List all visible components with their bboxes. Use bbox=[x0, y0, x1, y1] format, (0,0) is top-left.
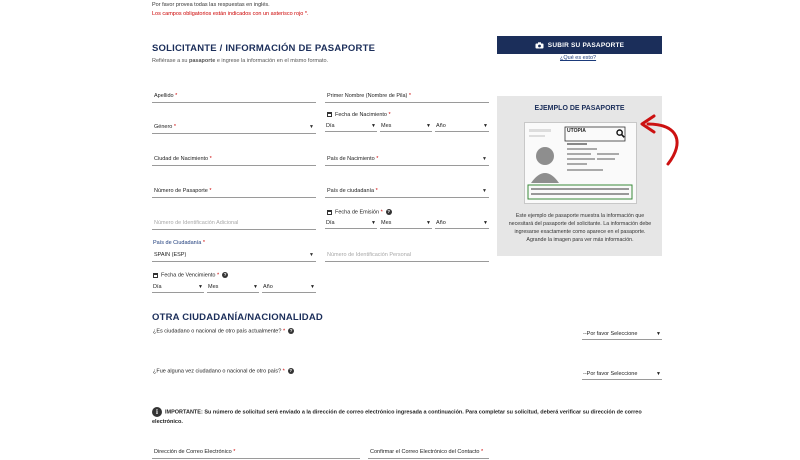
important-text: Su número de solicitud será enviado a la dirección de correo electrónico ingresada a continuación. Para completar su solicitud, deberá verificar su dirección de correo electrónico. bbox=[152, 409, 642, 426]
calendar-icon bbox=[153, 273, 158, 278]
email-field[interactable] bbox=[152, 444, 360, 459]
personal-id-field[interactable] bbox=[325, 247, 489, 262]
passport-example-title: EJEMPLO DE PASAPORTE bbox=[534, 105, 625, 112]
issue-year-select[interactable] bbox=[435, 218, 489, 229]
chevron-down-icon: ▼ bbox=[426, 123, 431, 129]
month-label: Mes bbox=[381, 123, 392, 129]
applicant-section-title: SOLICITANTE / INFORMACIÓN DE PASAPORTE bbox=[152, 43, 376, 54]
subtitle-bold: pasaporte bbox=[189, 58, 216, 64]
select-placeholder: --Por favor Seleccione bbox=[583, 371, 638, 377]
passport-country: UTOPIA bbox=[567, 128, 586, 134]
day-label: Día bbox=[153, 284, 162, 290]
birth-day-select[interactable] bbox=[325, 121, 377, 132]
chevron-down-icon: ▼ bbox=[198, 284, 203, 290]
help-icon[interactable]: ? bbox=[289, 368, 293, 373]
additional-id-placeholder: Número de Identificación Adicional bbox=[154, 220, 239, 226]
confirm-email-field[interactable] bbox=[368, 444, 489, 459]
current-citizenship-select[interactable] bbox=[582, 329, 662, 340]
instructions-text: Por favor provea todas las respuestas en inglés. bbox=[152, 2, 270, 8]
chevron-down-icon: ▼ bbox=[482, 156, 487, 162]
passport-example-image[interactable] bbox=[524, 122, 637, 204]
former-citizenship-question: ¿Fue alguna vez ciudadano o nacional de otro país? * ? bbox=[153, 368, 293, 375]
calendar-icon bbox=[327, 112, 332, 117]
year-label: Año bbox=[436, 123, 446, 129]
passport-number-field[interactable] bbox=[152, 183, 316, 198]
what-is-this-link[interactable]: ¿Qué es esto? bbox=[560, 55, 597, 61]
birth-country-label: País de Nacimiento * bbox=[327, 156, 379, 162]
important-label: IMPORTANTE: bbox=[165, 409, 203, 416]
year-label: Año bbox=[436, 220, 446, 226]
surname-field[interactable] bbox=[152, 88, 316, 103]
calendar-icon bbox=[327, 210, 332, 215]
red-arrow-icon bbox=[630, 112, 690, 168]
chevron-down-icon: ▼ bbox=[371, 123, 376, 129]
chevron-down-icon: ▼ bbox=[253, 284, 258, 290]
subtitle-text-end: e ingrese la información en el mismo formato. bbox=[215, 58, 329, 64]
chevron-down-icon: ▼ bbox=[482, 188, 487, 194]
expiry-year-select[interactable] bbox=[262, 282, 316, 293]
birth-year-select[interactable] bbox=[435, 121, 489, 132]
gender-select[interactable] bbox=[152, 119, 316, 134]
issue-day-select[interactable] bbox=[325, 218, 377, 229]
expiry-date-label: Fecha de Vencimiento * ? bbox=[153, 272, 228, 278]
passport-number-label: Número de Pasaporte * bbox=[154, 188, 212, 194]
chevron-down-icon: ▼ bbox=[310, 284, 315, 290]
citizenship-country-label: País de ciudadanía * bbox=[327, 188, 378, 194]
issue-date-label: Fecha de Emisión * ? bbox=[327, 209, 392, 215]
birth-city-label: Ciudad de Nacimiento * bbox=[154, 156, 212, 162]
citizenship-country2-label: País de Ciudadanía * bbox=[153, 240, 205, 246]
citizenship-country2-select[interactable] bbox=[152, 247, 316, 262]
help-icon[interactable]: ? bbox=[387, 209, 391, 214]
month-label: Mes bbox=[381, 220, 392, 226]
first-name-label: Primer Nombre (Nombre de Pila) * bbox=[327, 93, 412, 99]
month-label: Mes bbox=[208, 284, 219, 290]
citizenship-value: SPAIN (ESP) bbox=[154, 252, 187, 258]
chevron-down-icon: ▼ bbox=[483, 123, 488, 129]
first-name-field[interactable] bbox=[325, 88, 489, 103]
expiry-month-select[interactable] bbox=[207, 282, 259, 293]
important-notice bbox=[152, 407, 662, 427]
info-icon: i bbox=[152, 407, 162, 417]
passport-example-description: Este ejemplo de pasaporte muestra la información que necesitará del pasaporte del solicitante. La información debe ingresarse exactamente como aparece en el pasaporte. Agrande la imagen para ver más información. bbox=[508, 213, 652, 243]
expiry-day-select[interactable] bbox=[152, 282, 204, 293]
upload-passport-label: SUBIR SU PASAPORTE bbox=[547, 41, 625, 49]
surname-label: Apellido * bbox=[154, 93, 178, 99]
birth-city-field[interactable] bbox=[152, 151, 316, 166]
former-citizenship-select[interactable] bbox=[582, 369, 662, 380]
subtitle-text: Refiérase a su bbox=[152, 58, 189, 64]
chevron-down-icon: ▼ bbox=[309, 124, 314, 130]
gender-label: Género * bbox=[154, 124, 177, 130]
applicant-section-subtitle bbox=[152, 58, 328, 64]
help-icon[interactable]: ? bbox=[289, 328, 293, 333]
year-label: Año bbox=[263, 284, 273, 290]
chevron-down-icon: ▼ bbox=[656, 371, 661, 377]
chevron-down-icon: ▼ bbox=[309, 252, 314, 258]
chevron-down-icon: ▼ bbox=[483, 220, 488, 226]
citizenship-country-select[interactable] bbox=[325, 183, 489, 198]
magnify-icon[interactable] bbox=[616, 129, 625, 138]
birth-month-select[interactable] bbox=[380, 121, 432, 132]
additional-id-field[interactable] bbox=[152, 215, 316, 230]
chevron-down-icon: ▼ bbox=[371, 220, 376, 226]
confirm-email-label: Confirmar el Correo Electrónico del Contacto * bbox=[370, 449, 484, 455]
birth-date-label: Fecha de Nacimiento * bbox=[327, 112, 391, 118]
select-placeholder: --Por favor Seleccione bbox=[583, 331, 638, 337]
personal-id-placeholder: Número de Identificación Personal bbox=[327, 252, 412, 258]
birth-country-select[interactable] bbox=[325, 151, 489, 166]
day-label: Día bbox=[326, 123, 335, 129]
chevron-down-icon: ▼ bbox=[656, 331, 661, 337]
help-icon[interactable]: ? bbox=[223, 272, 227, 277]
required-fields-note: Los campos obligatorios están indicados con un asterisco rojo *. bbox=[152, 11, 309, 17]
email-label: Dirección de Correo Electrónico * bbox=[154, 449, 236, 455]
day-label: Día bbox=[326, 220, 335, 226]
issue-month-select[interactable] bbox=[380, 218, 432, 229]
other-citizenship-title: OTRA CIUDADANÍA/NACIONALIDAD bbox=[152, 312, 323, 323]
chevron-down-icon: ▼ bbox=[426, 220, 431, 226]
current-citizenship-question: ¿Es ciudadano o nacional de otro país actualmente? * ? bbox=[153, 328, 293, 335]
camera-icon bbox=[535, 42, 544, 49]
upload-passport-button[interactable] bbox=[497, 36, 662, 54]
